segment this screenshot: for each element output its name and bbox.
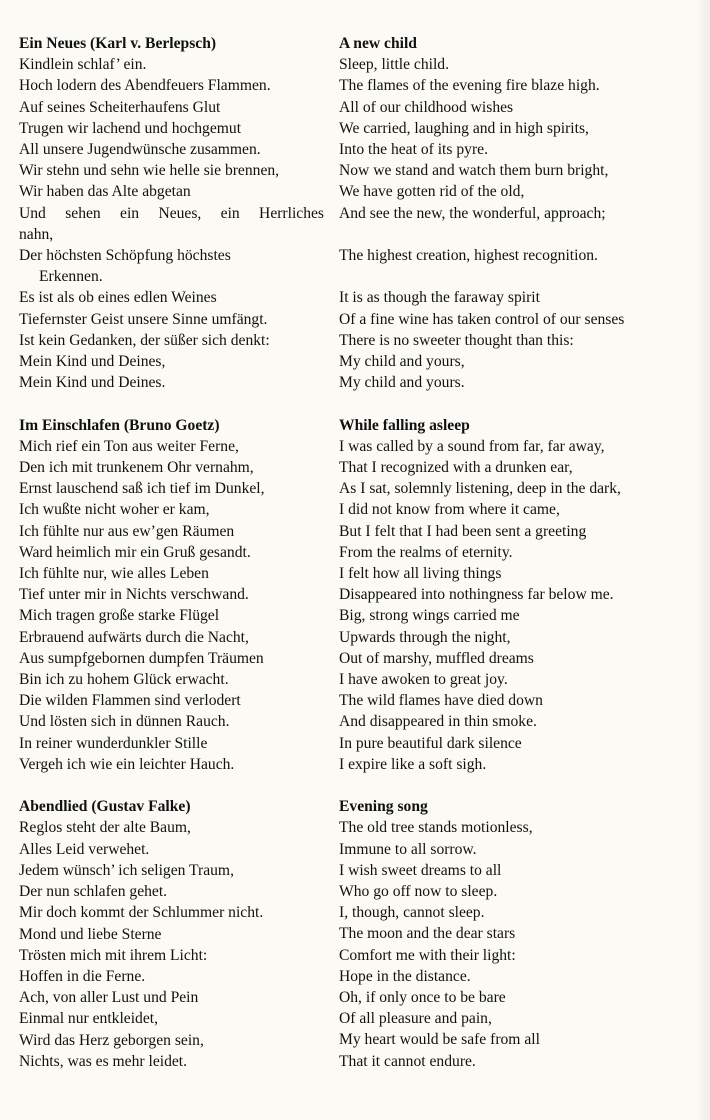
poem-line: Der höchsten Schöpfung höchstes — [19, 247, 231, 265]
poem-line: Vergeh ich wie ein leichter Hauch. — [19, 755, 235, 773]
poem-line: As I sat, solemnly listening, deep in the dark, — [339, 480, 621, 498]
poem-line: Ward heimlich mir ein Gruß gesandt. — [19, 543, 251, 561]
poem-line: Immune to all sorrow. — [339, 840, 477, 858]
poem-line: And see the new, the wonderful, approach; — [339, 204, 606, 222]
poem-line: Mich tragen große starke Flügel — [19, 607, 220, 625]
poem-line: Of a fine wine has taken control of our senses — [339, 310, 625, 328]
poem-line: That I recognized with a drunken ear, — [339, 459, 573, 477]
poem-line: In reiner wunderdunkler Stille — [19, 734, 208, 752]
line-gap — [339, 266, 679, 287]
stanza-gap — [19, 393, 324, 414]
page-edge-shadow — [696, 0, 710, 1120]
poem-line: Tief unter mir in Nichts verschwand. — [19, 586, 249, 604]
poem-line: My child and yours. — [339, 374, 465, 392]
poem-line: Big, strong wings carried me — [339, 607, 520, 625]
poem-line: Trösten mich mit ihrem Licht: — [19, 946, 208, 964]
poem-line: Bin ich zu hohem Glück erwacht. — [19, 671, 229, 689]
poem-line: Reglos steht der alte Baum, — [19, 819, 191, 837]
stanza-gap — [19, 775, 324, 796]
poem-line: Wir stehn und sehn wie helle sie brennen, — [19, 162, 280, 180]
poem-title: A new child — [339, 35, 417, 52]
poem-line: I was called by a sound from far, far away, — [339, 437, 605, 455]
poem-line: Und lösten sich in dünnen Rauch. — [19, 713, 230, 731]
poem-line: Of all pleasure and pain, — [339, 1010, 492, 1028]
line-gap — [339, 224, 679, 245]
poem-line: Ich fühlte nur, wie alles Leben — [19, 565, 209, 583]
stanza-gap — [339, 393, 679, 414]
english-column — [339, 33, 679, 1072]
poem-line: Nichts, was es mehr leidet. — [19, 1052, 188, 1070]
poem-line: It is as though the faraway spirit — [339, 289, 540, 307]
poem-line: My child and yours, — [339, 353, 465, 371]
poem-line: Upwards through the night, — [339, 628, 511, 646]
poem-line: My heart would be safe from all — [339, 1031, 540, 1049]
poem-line: Es ist als ob eines edlen Weines — [19, 289, 217, 307]
poem-line: The moon and the dear stars — [339, 925, 516, 943]
poem-line: Out of marshy, muffled dreams — [339, 649, 534, 667]
poem-line: I did not know from where it came, — [339, 501, 560, 519]
poem-line: Den ich mit trunkenem Ohr vernahm, — [19, 459, 254, 477]
poem-line: I expire like a soft sigh. — [339, 755, 487, 773]
poem-line: Erkennen. — [39, 268, 103, 286]
poem-line: Ich wußte nicht woher er kam, — [19, 501, 210, 519]
poem-line: Ist kein Gedanken, der süßer sich denkt: — [19, 331, 270, 349]
poem-line: Und sehen ein Neues, ein Herrliches — [19, 204, 324, 222]
poem-line: We have gotten rid of the old, — [339, 183, 525, 201]
poem-line: I, though, cannot sleep. — [339, 904, 485, 922]
poem-line: Ach, von aller Lust und Pein — [19, 989, 199, 1007]
poem-title: While falling asleep — [339, 416, 470, 434]
poem-line: Tiefernster Geist unsere Sinne umfängt. — [19, 310, 268, 328]
poem-line: And disappeared in thin smoke. — [339, 713, 537, 731]
poem-line: Einmal nur entkleidet, — [19, 1010, 159, 1028]
poem-line: Wir haben das Alte abgetan — [19, 183, 191, 201]
poem-line: Mein Kind und Deines, — [19, 353, 166, 371]
poem-line: Ich fühlte nur aus ew’gen Räumen — [19, 522, 235, 540]
poem-line: Sleep, little child. — [339, 56, 450, 74]
poem-title: Evening song — [339, 798, 428, 816]
poem-line: But I felt that I had been sent a greeting — [339, 522, 587, 540]
poem-line: All of our childhood wishes — [339, 98, 514, 116]
poem-title: Im Einschlafen (Bruno Goetz) — [19, 416, 220, 434]
poem-line: Trugen wir lachend und hochgemut — [19, 119, 242, 137]
poem-line: The flames of the evening fire blaze high. — [339, 77, 600, 95]
poem-line: Oh, if only once to be bare — [339, 989, 506, 1007]
poem-line: All unsere Jugendwünsche zusammen. — [19, 141, 261, 159]
poem-line: From the realms of eternity. — [339, 543, 513, 561]
poem-line: Ernst lauschend saß ich tief im Dunkel, — [19, 480, 265, 498]
poem-title: Ein Neues (Karl v. Berlepsch) — [19, 35, 217, 52]
poem-line: Now we stand and watch them burn bright, — [339, 162, 609, 180]
poem-line: The highest creation, highest recognition. — [339, 247, 598, 265]
poem-line: I felt how all living things — [339, 565, 502, 583]
poem-line: Who go off now to sleep. — [339, 883, 498, 901]
poem-line: Mond und liebe Sterne — [19, 925, 162, 943]
poem-line: Alles Leid verwehet. — [19, 840, 150, 858]
poem-line: Der nun schlafen gehet. — [19, 883, 168, 901]
poem-line: We carried, laughing and in high spirits, — [339, 119, 589, 137]
poem-line: In pure beautiful dark silence — [339, 734, 522, 752]
poem-line: Auf seines Scheiterhaufens Glut — [19, 98, 221, 116]
poem-line: Mein Kind und Deines. — [19, 374, 166, 392]
poem-line: The wild flames have died down — [339, 692, 543, 710]
poem-line: Erbrauend aufwärts durch die Nacht, — [19, 628, 249, 646]
poem-line: I have awoken to great joy. — [339, 671, 508, 689]
poem-line: Comfort me with their light: — [339, 946, 516, 964]
poem-line: Die wilden Flammen sind verlodert — [19, 692, 241, 710]
poem-line: nahn, — [19, 225, 54, 243]
poem-line: There is no sweeter thought than this: — [339, 331, 574, 349]
poem-line: Into the heat of its pyre. — [339, 141, 488, 159]
poem-line: Jedem wünsch’ ich seligen Traum, — [19, 861, 234, 879]
poem-line: The old tree stands motionless, — [339, 819, 533, 837]
poem-title: Abendlied (Gustav Falke) — [19, 798, 191, 816]
poem-line: That it cannot endure. — [339, 1052, 476, 1070]
poem-line: Wird das Herz geborgen sein, — [19, 1031, 204, 1049]
poem-line: I wish sweet dreams to all — [339, 861, 502, 879]
poem-line: Hoch lodern des Abendfeuers Flammen. — [19, 77, 271, 95]
stanza-gap — [339, 775, 679, 796]
poem-line: Mir doch kommt der Schlummer nicht. — [19, 904, 264, 922]
poem-line: Aus sumpfgebornen dumpfen Träumen — [19, 649, 264, 667]
poem-line: Disappeared into nothingness far below me. — [339, 586, 614, 604]
poem-line: Hope in the distance. — [339, 967, 471, 985]
poem-line: Mich rief ein Ton aus weiter Ferne, — [19, 437, 239, 455]
german-column — [19, 33, 324, 1072]
poem-line: Hoffen in die Ferne. — [19, 967, 146, 985]
poem-line: Kindlein schlaf’ ein. — [19, 56, 147, 74]
